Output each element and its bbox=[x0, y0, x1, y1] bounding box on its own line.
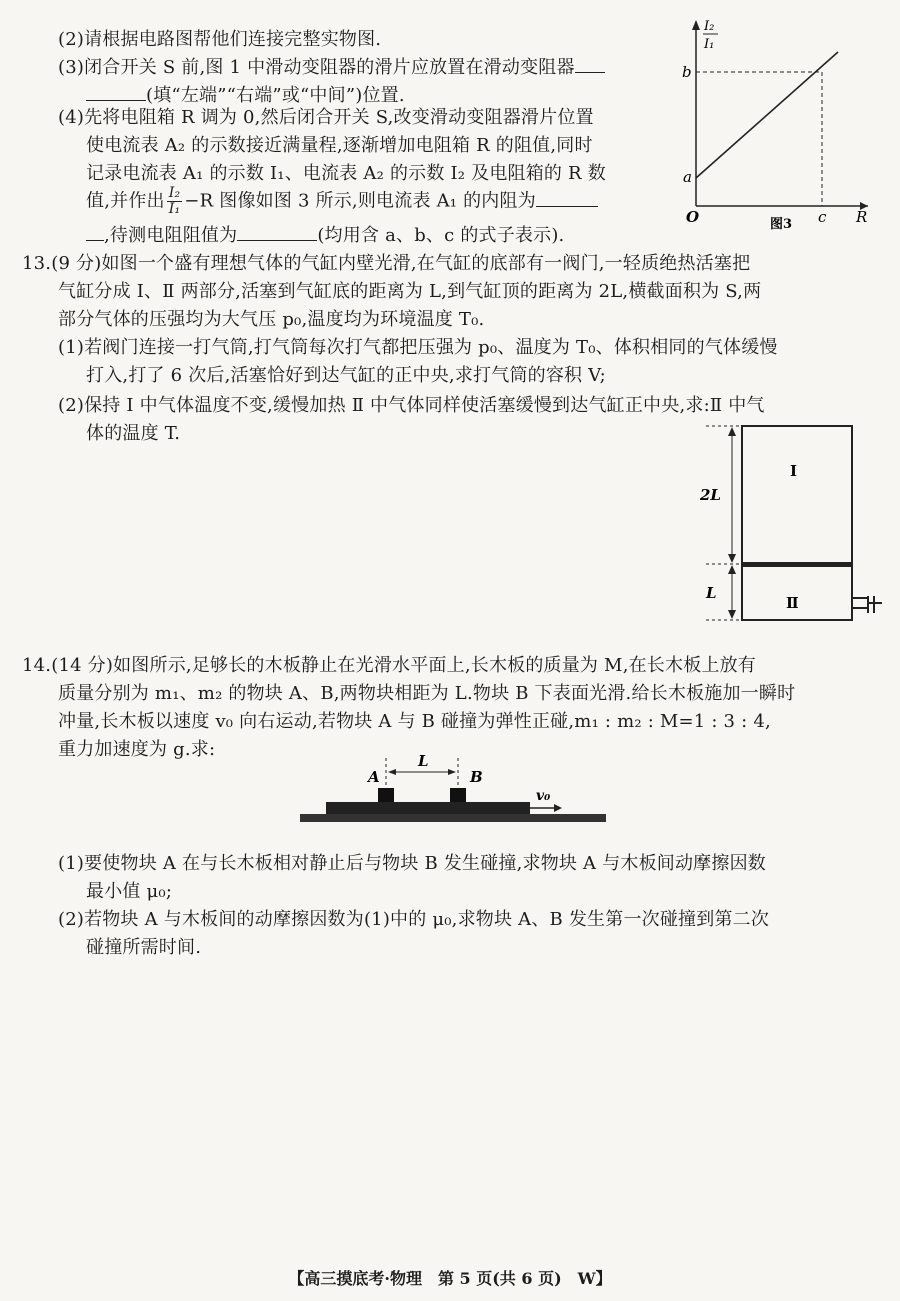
velocity-arrow-icon bbox=[554, 804, 562, 812]
label-c: c bbox=[818, 208, 827, 226]
graph-line bbox=[696, 52, 838, 178]
block-B bbox=[450, 788, 466, 802]
q12-part4-l4-text: 值,并作出 bbox=[86, 190, 165, 212]
q12-part3-text: (3)闭合开关 S 前,图 1 中滑动变阻器的滑片应放置在滑动变阻器 bbox=[58, 57, 575, 78]
q14-line-4: 重力加速度为 g.求: bbox=[58, 739, 216, 760]
label-2L: 2L bbox=[700, 486, 721, 504]
q13-sub1-line-2: 打入,打了 6 次后,活塞恰好到达气缸的正中央,求打气筒的容积 V; bbox=[86, 365, 606, 386]
label-chamber-I: Ⅰ bbox=[790, 462, 798, 480]
y-label-numerator: I₂ bbox=[704, 19, 715, 34]
q12-part4-l5-text-2: (均用含 a、b、c 的式子表示). bbox=[317, 225, 565, 246]
figure-3-graph bbox=[676, 14, 886, 234]
arrow-down-icon bbox=[728, 554, 736, 563]
arrow-left-icon bbox=[388, 769, 396, 775]
fraction-numerator: I₂ bbox=[168, 185, 181, 201]
ratio-fraction bbox=[167, 186, 183, 217]
label-b: b bbox=[682, 63, 692, 81]
q14-sub2-line-2: 碰撞所需时间. bbox=[86, 937, 202, 958]
answer-blank bbox=[237, 222, 317, 241]
arrow-right-icon bbox=[448, 769, 456, 775]
q13-sub2-line-1: (2)保持 Ⅰ 中气体温度不变,缓慢加热 Ⅱ 中气体同样使活塞缓慢到达气缸正中央,求:Ⅱ 中气 bbox=[58, 395, 765, 416]
label-A: A bbox=[368, 768, 380, 786]
page-footer: 【高三摸底考·物理 第 5 页(共 6 页) W】 bbox=[288, 1269, 612, 1288]
label-L: L bbox=[706, 584, 717, 602]
q13-line-1: 13.(9 分)如图一个盛有理想气体的气缸内壁光滑,在气缸的底部有一阀门,一轻质绝热活塞把 bbox=[22, 253, 751, 274]
figure-caption: 图3 bbox=[770, 217, 793, 232]
q14-sub1-line-2: 最小值 μ₀; bbox=[86, 881, 173, 902]
piston bbox=[742, 562, 852, 567]
cylinder-body bbox=[742, 426, 852, 620]
fraction-denominator: I₁ bbox=[168, 201, 181, 217]
q13-line-2: 气缸分成 Ⅰ、Ⅱ 两部分,活塞到气缸底的距离为 L,到气缸顶的距离为 2L,横截面积为 S,两 bbox=[58, 281, 762, 302]
q14-line-3: 冲量,长木板以速度 v₀ 向右运动,若物块 A 与 B 碰撞为弹性正碰,m₁ : m₂ : M=1 : 3 : 4, bbox=[58, 711, 771, 732]
answer-blank bbox=[536, 188, 598, 207]
q12-part4-l3: 记录电流表 A₁ 的示数 I₁、电流表 A₂ 的示数 I₂ 及电阻箱的 R 数 bbox=[86, 163, 606, 184]
x-axis-label: R bbox=[856, 208, 868, 226]
origin-label: O bbox=[686, 208, 700, 226]
label-a: a bbox=[683, 168, 692, 186]
q12-part4-l1: (4)先将电阻箱 R 调为 0,然后闭合开关 S,改变滑动变阻器滑片位置 bbox=[58, 107, 594, 128]
long-board bbox=[326, 802, 530, 814]
arrow-down-icon bbox=[728, 610, 736, 619]
label-B: B bbox=[470, 768, 483, 786]
q12-part2: (2)请根据电路图帮他们连接完整实物图. bbox=[58, 29, 382, 50]
y-label-denominator: I₁ bbox=[704, 37, 715, 52]
q12-part3-text-2: (填“左端”“右端”或“中间”)位置. bbox=[146, 85, 405, 106]
q13-sub1-line-1: (1)若阀门连接一打气筒,打气筒每次打气都把压强为 p₀、温度为 T₀、体积相同的气体缓慢 bbox=[58, 337, 778, 358]
label-L: L bbox=[418, 752, 429, 770]
q12-part4-l4-text-2: −R 图像如图 3 所示,则电流表 A₁ 的内阻为 bbox=[184, 190, 536, 212]
q13-line-3: 部分气体的压强均为大气压 p₀,温度均为环境温度 T₀. bbox=[58, 309, 485, 330]
answer-blank bbox=[86, 222, 104, 241]
y-axis-arrow-icon bbox=[692, 20, 700, 30]
cylinder-diagram bbox=[690, 418, 890, 628]
ground-surface bbox=[300, 814, 606, 822]
q14-line-1: 14.(14 分)如图所示,足够长的木板静止在光滑水平面上,长木板的质量为 M,在长木板上放有 bbox=[22, 655, 757, 676]
q12-part4-l4 bbox=[86, 186, 598, 217]
block-A bbox=[378, 788, 394, 802]
q14-line-2: 质量分别为 m₁、m₂ 的物块 A、B,两物块相距为 L.物块 B 下表面光滑.给长木板施加一瞬时 bbox=[58, 683, 796, 704]
answer-blank bbox=[575, 54, 605, 73]
q13-sub2-line-2: 体的温度 T. bbox=[86, 423, 181, 444]
answer-blank bbox=[86, 82, 146, 101]
q14-sub2-line-1: (2)若物块 A 与木板间的动摩擦因数为(1)中的 μ₀,求物块 A、B 发生第一次碰撞到第二次 bbox=[58, 909, 770, 930]
label-v0: v₀ bbox=[536, 788, 551, 804]
arrow-up-icon bbox=[728, 565, 736, 574]
q12-part3 bbox=[58, 54, 605, 82]
q14-sub1-line-1: (1)要使物块 A 在与长木板相对静止后与物块 B 发生碰撞,求物块 A 与木板间动摩擦因数 bbox=[58, 853, 766, 874]
q12-part4-l5 bbox=[86, 222, 564, 250]
label-chamber-II: Ⅱ bbox=[786, 594, 799, 612]
board-diagram bbox=[296, 752, 610, 828]
q12-part4-l5-text: ,待测电阻阻值为 bbox=[104, 225, 238, 246]
q12-part4-l2: 使电流表 A₂ 的示数接近满量程,逐渐增加电阻箱 R 的阻值,同时 bbox=[86, 135, 593, 156]
arrow-up-icon bbox=[728, 427, 736, 436]
